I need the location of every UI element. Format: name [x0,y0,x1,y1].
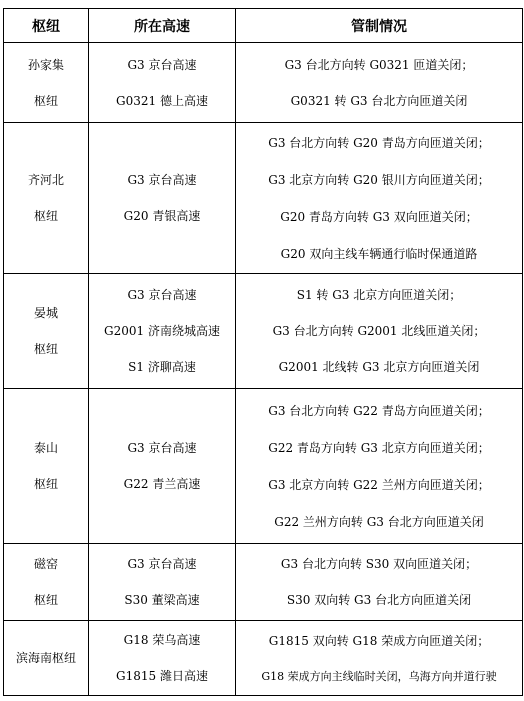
highway-name: G3 京台高速 [127,557,197,571]
control-item: G3 北京方向转 G22 兰州方向匝道关闭； [268,477,490,492]
highway-cell [89,274,236,389]
highway-name: G1815 潍日高速 [116,669,208,683]
control-item: S1 转 G3 北京方向匝道关闭； [296,288,462,302]
control-item: S30 双向转 G3 台北方向匝道关闭 [286,593,472,607]
header-control: 管制情况 [236,9,523,43]
highway-cell [89,389,236,544]
header-hub: 枢纽 [4,9,89,43]
hub-suffix: 枢纽 [33,477,58,491]
highway-name: S30 董梁高速 [124,593,200,607]
hub-cell [4,123,89,274]
hub-cell [4,274,89,389]
control-cell [236,621,523,696]
highway-cell [89,43,236,123]
highway-name: S1 济聊高速 [128,360,196,374]
highway-name: G18 荣乌高速 [123,633,201,647]
hub-name: 磁窑 [33,557,58,571]
highway-name: G3 京台高速 [127,173,197,187]
hub-name: 滨海南枢纽 [15,651,76,665]
hub-suffix: 枢纽 [33,209,58,223]
control-item: G2001 北线转 G3 北京方向匝道关闭 [278,360,480,374]
control-item: G3 台北方向转 G22 青岛方向匝道关闭； [268,403,490,418]
hub-name: 泰山 [33,441,58,455]
control-item: G20 双向主线车辆通行临时保通道路 [280,246,478,261]
hub-name: 齐河北 [27,173,64,187]
table-row [4,43,523,123]
highway-name: G3 京台高速 [127,441,197,455]
control-item: G22 青岛方向转 G3 北京方向匝道关闭； [268,440,490,455]
control-item: G0321 转 G3 台北方向匝道关闭 [290,93,468,108]
control-cell [236,274,523,389]
hub-cell [4,621,89,696]
table-row [4,544,523,621]
hub-name: 孙家集 [27,57,64,72]
hub-cell [4,43,89,123]
hub-name: 晏城 [33,306,58,320]
hub-cell [4,544,89,621]
control-item: G3 台北方向转 G0321 匝道关闭； [284,57,474,72]
control-cell [236,123,523,274]
table-row [4,274,523,389]
hub-cell [4,389,89,544]
highway-name: G3 京台高速 [127,288,197,302]
highway-cell [89,123,236,274]
highway-cell [89,621,236,696]
control-item: G3 台北方向转 S30 双向匝道关闭； [280,557,478,571]
control-cell [236,43,523,123]
traffic-control-table [3,8,523,696]
table-row [4,389,523,544]
hub-suffix: 枢纽 [33,93,58,108]
control-item: G3 台北方向转 G2001 北线匝道关闭； [272,324,486,338]
control-item: G3 北京方向转 G20 银川方向匝道关闭； [268,172,490,187]
highway-name: G2001 济南绕城高速 [104,324,220,338]
control-item: G22 兰州方向转 G3 台北方向匝道关闭 [274,514,484,529]
highway-name: G22 青兰高速 [123,477,201,491]
hub-suffix: 枢纽 [33,593,58,607]
highway-cell [89,544,236,621]
highway-name: G20 青银高速 [123,209,201,223]
table-row [4,621,523,696]
highway-name: G0321 德上高速 [116,93,208,108]
control-item: G18 荣成方向主线临时关闭，乌海方向并道行驶 [261,669,497,683]
highway-name: G3 京台高速 [127,57,197,72]
control-item: G1815 双向转 G18 荣成方向匝道关闭； [268,633,490,648]
control-item: G20 青岛方向转 G3 双向匝道关闭； [280,209,478,224]
table-row [4,123,523,274]
control-item: G3 台北方向转 G20 青岛方向匝道关闭； [268,135,490,150]
header-highway: 所在高速 [89,9,236,43]
hub-suffix: 枢纽 [33,342,58,356]
control-cell [236,389,523,544]
table-header-row [4,9,523,43]
control-cell [236,544,523,621]
